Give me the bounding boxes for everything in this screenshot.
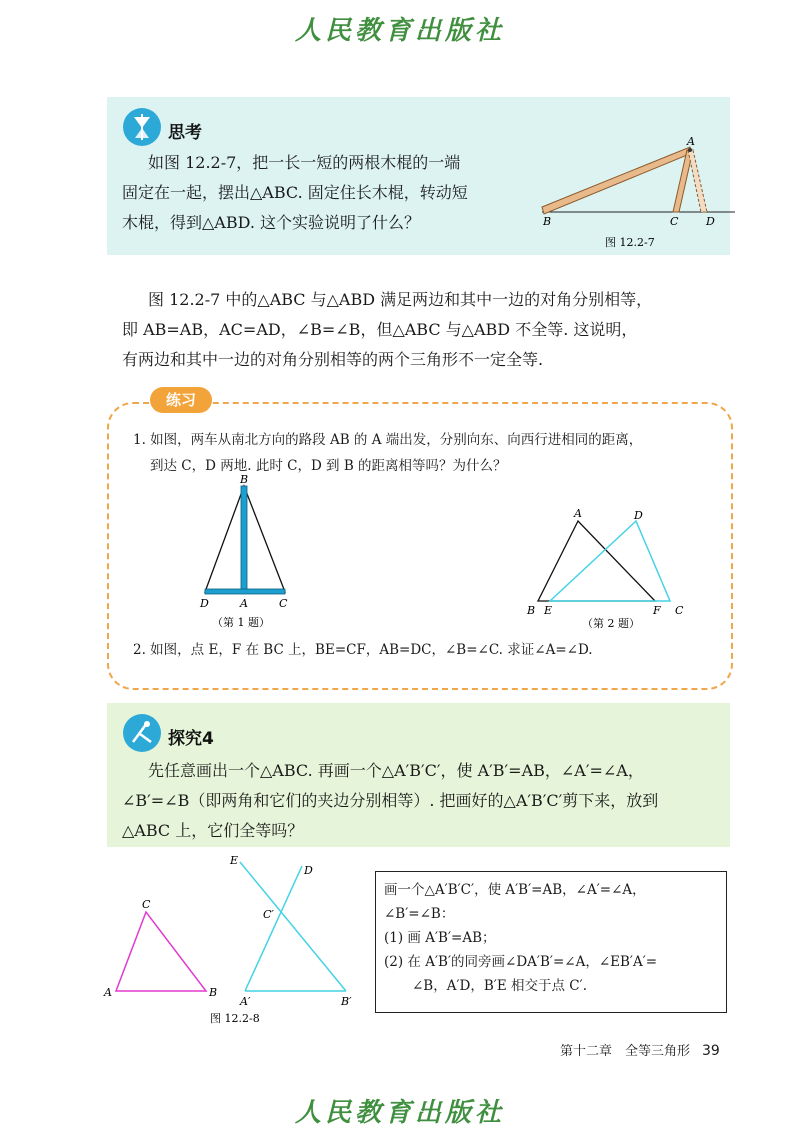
fig8-right-label-B: B′ — [341, 995, 352, 1008]
fig7-label-D: D — [706, 215, 715, 228]
main-paragraph-line-3: 有两边和其中一边的对角分别相等的两个三角形不一定全等. — [122, 350, 544, 369]
fig8-right-label-C: C′ — [263, 908, 274, 921]
fig2-caption: （第 2 题） — [582, 617, 640, 630]
publisher-logo-top: 人民教育出版社 — [294, 16, 505, 46]
fig1-label-C: C — [279, 597, 288, 610]
practice-q1-line-1: 1. 如图，两车从南北方向的路段 AB 的 A 端出发，分别向东、向西行进相同的距离， — [133, 432, 643, 448]
steps-line-4: (2) 在 A′B′的同旁画∠DA′B′=∠A，∠EB′A′= — [384, 954, 658, 970]
publisher-logo-bottom: 人民教育出版社 — [294, 1098, 505, 1128]
explore-line-2: ∠B′=∠B（即两角和它们的夹边分别相等）. 把画好的△A′B′C′剪下来，放到 — [122, 791, 659, 810]
fig1-label-D: D — [200, 597, 209, 610]
think-badge-icon — [123, 108, 161, 146]
fig2-label-A: A — [574, 507, 582, 520]
fig2-label-F: F — [653, 604, 661, 617]
chapter-title: 第十二章 全等三角形 — [560, 1044, 691, 1059]
fig8-caption: 图 12.2-8 — [210, 1012, 260, 1025]
fig2-label-C: C — [675, 604, 684, 617]
explore-line-3: △ABC 上，它们全等吗？ — [122, 821, 304, 840]
fig7-label-B: B — [543, 215, 552, 228]
main-paragraph-line-2: 即 AB=AB，AC=AD，∠B=∠B，但△ABC 与△ABD 不全等. 这说明， — [122, 320, 638, 339]
steps-box — [375, 871, 727, 1013]
fig8-right-label-D: D — [304, 864, 313, 877]
fig1-label-A: A — [240, 597, 248, 610]
figure-12-2-7 — [530, 135, 740, 255]
practice-q2: 2. 如图，点 E，F 在 BC 上，BE=CF，AB=DC，∠B=∠C. 求证∠A=∠D. — [133, 642, 593, 658]
fig1-caption: （第 1 题） — [212, 616, 270, 629]
practice-q1-line-2: 到达 C，D 两地. 此时 C，D 到 B 的距离相等吗？为什么？ — [150, 458, 507, 474]
fig8-left-label-A: A — [104, 986, 112, 999]
figure-question-2 — [520, 505, 695, 635]
think-title: 思考 — [168, 123, 202, 143]
explore-title: 探究4 — [168, 729, 214, 749]
page-number: 39 — [702, 1043, 720, 1059]
steps-line-3: (1) 画 A′B′=AB； — [384, 930, 496, 946]
figure-question-1 — [190, 472, 300, 632]
fig8-left-label-C: C — [142, 898, 151, 911]
fig1-label-B: B — [240, 473, 249, 486]
think-line-3: 木棍，得到△ABD. 这个实验说明了什么？ — [122, 213, 421, 232]
think-line-2: 固定在一起，摆出△ABC. 固定住长木棍，转动短 — [122, 183, 468, 202]
explore-badge-icon — [123, 714, 161, 752]
fig2-label-E: E — [544, 604, 553, 617]
fig2-label-D: D — [634, 509, 643, 522]
main-paragraph-line-1: 图 12.2-7 中的△ABC 与△ABD 满足两边和其中一边的对角分别相等， — [148, 290, 653, 309]
steps-line-2: ∠B′=∠B： — [384, 906, 455, 922]
figure-12-2-8 — [100, 850, 370, 1030]
steps-line-1: 画一个△A′B′C′，使 A′B′=AB，∠A′=∠A， — [384, 882, 646, 898]
fig7-label-C: C — [670, 215, 679, 228]
explore-line-1: 先任意画出一个△ABC. 再画一个△A′B′C′，使 A′B′=AB，∠A′=∠A， — [148, 761, 644, 780]
fig7-label-A: A — [687, 135, 695, 148]
fig8-right-label-A: A′ — [240, 995, 251, 1008]
steps-line-5: ∠B，A′D，B′E 相交于点 C′. — [412, 978, 587, 994]
fig8-right-label-E: E — [230, 854, 239, 867]
think-line-1: 如图 12.2-7，把一长一短的两根木棍的一端 — [148, 153, 461, 172]
fig7-caption: 图 12.2-7 — [605, 236, 655, 249]
fig2-label-B: B — [527, 604, 536, 617]
page-footer — [560, 1040, 720, 1059]
practice-title: 练习 — [150, 387, 212, 413]
fig8-left-label-B: B — [209, 986, 218, 999]
